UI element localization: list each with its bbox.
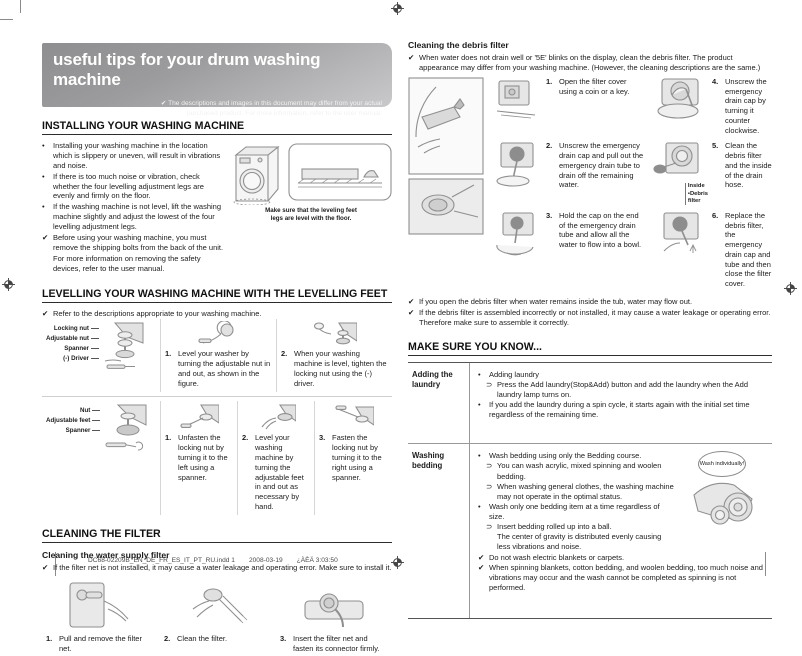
- check-line: ✔ Before using your washing machine, you must remove the shipping bolts from the back of the unit.: [42, 233, 224, 252]
- bullet-line: • Wash only one bedding item at a time regardless of size.: [478, 501, 660, 522]
- row-content: [470, 444, 772, 618]
- section-heading-make-sure: MAKE SURE YOU KNOW...: [408, 341, 772, 356]
- levelling-step-b1: [160, 401, 237, 515]
- leg-diagram-b: [42, 401, 160, 515]
- debris-step-6-illustration: [650, 211, 708, 289]
- diagram-labels: Locking nut Adjustable nut Spanner (-) Driver: [46, 321, 99, 362]
- inset-caption: Make sure that the leveling feet legs are level with the floor.: [265, 207, 357, 223]
- bullet-glyph: •: [42, 171, 45, 181]
- check-icon: ✔: [478, 552, 485, 562]
- debris-steps-grid: [408, 77, 772, 289]
- print-footer: [88, 557, 338, 564]
- debris-step-1-illustration: [490, 77, 542, 136]
- step-line: 2. Level your washing machine by turning the adjustable feet in and out as necessary by hand.: [242, 433, 304, 512]
- unfasten-illustration: [179, 403, 219, 431]
- step-line: 2. Unscrew the emergency drain cap and pull out the emergency drain tube to drain off the remaining water.: [546, 141, 644, 190]
- arrow-line: ⊃ When washing general clothes, the washing machine may not operate in the optimal status.: [486, 481, 674, 501]
- check-icon: ✔: [42, 308, 49, 318]
- arrow-line: ⊃ You can wash acrylic, mixed spinning and woolen bedding.: [486, 461, 662, 481]
- leg-diagram-a: [42, 319, 160, 392]
- hand-level-illustration: [256, 403, 296, 431]
- filter-step-1: [42, 577, 160, 656]
- check-line: ✔ Do not wash electric blankets or carpets.: [478, 552, 625, 562]
- debris-overview-illustration: [408, 77, 486, 289]
- water-filter-steps: [42, 577, 392, 656]
- bullet-line: • If there is too much noise or vibration, check whether the four levelling adjustment legs are evenly and firmly on the floor.: [42, 171, 204, 201]
- check-icon: ✔: [408, 296, 415, 306]
- foot-diagram-illustration: [102, 403, 148, 455]
- row-content: [470, 363, 772, 444]
- step-line: 1. Open the filter cover using a coin or a key.: [546, 76, 630, 96]
- section-heading-installing: INSTALLING YOUR WASHING MACHINE: [42, 120, 392, 135]
- footer-date: 2008-03-19: [248, 557, 283, 564]
- debris-step-4-illustration: [650, 77, 708, 136]
- clean-filter-illustration: [183, 579, 253, 631]
- step-line: 3. Insert the filter net and fasten its connector firmly.: [280, 634, 380, 653]
- step-line: 6. Replace the debris filter, the emergency drain cap and tube and then close the filter cover.: [712, 210, 772, 289]
- crop-mark: [0, 19, 13, 20]
- registration-mark-icon: [784, 282, 797, 295]
- bullet-line: • Wash bedding using only the Bedding course.: [478, 451, 642, 461]
- step-line: 4. Unscrew the emergency drain cap by turning it counter clockwise.: [712, 76, 767, 135]
- check-icon: ✔: [408, 53, 415, 62]
- arrow-line: ⊃ Press the Add laundry(Stop&Add) button and add the laundry when the Add laundry lamp turns on.: [486, 379, 749, 399]
- row-label: Washing bedding: [408, 444, 470, 618]
- right-column: [408, 40, 772, 619]
- check-line: ✔ Refer to the descriptions appropriate to your washing machine.: [42, 308, 262, 318]
- installing-section: [42, 141, 392, 275]
- check-line: ✔ When water does not drain well or '5E' blinks on the display, clean the debris filter. The product appearance may differ from your washing machine. (However, the cleaning descriptions are the same.): [408, 53, 761, 72]
- check-line: ✔ When spinning blankets, cotton bedding, and woolen bedding, too much noise and vibrations may occur and the wash cannot be completed as spinning is not performed.: [478, 562, 763, 592]
- levelling-step-a2: [276, 319, 392, 392]
- levelling-step-a1: [160, 319, 276, 392]
- spanner-turn-illustration: [197, 321, 241, 347]
- check-line: ✔ If you open the debris filter when water remains inside the tub, water may flow out.: [408, 296, 693, 306]
- pull-filter-net-illustration: [66, 579, 136, 631]
- registration-mark-icon: [391, 2, 404, 15]
- leveling-feet-inset-illustration: [288, 143, 392, 201]
- step-line: 3. Fasten the locking nut by turning it to the right using a spanner.: [319, 433, 382, 482]
- footer-filename: DC68-02209B_EN_DE_FR_ES_IT_PT_RU.indd 1: [88, 557, 235, 564]
- filter-step-2: [160, 577, 276, 656]
- debris-notes: [408, 297, 772, 328]
- insert-filter-net-illustration: [299, 579, 369, 631]
- row-label: Adding the laundry: [408, 363, 470, 444]
- check-icon: ✔: [408, 307, 415, 317]
- debris-step-3-illustration: [490, 211, 542, 289]
- step-line: 5. Clean the debris filter and the inside of the drain hose.: [712, 141, 772, 190]
- bullet-line: • If you add the laundry during a spin cycle, it starts again with the initial set time regardless of the remaining time.: [478, 400, 750, 420]
- step-line: 1. Level your washer by turning the adjustable nut in and out, as shown in the figure.: [165, 349, 271, 389]
- table-row-adding-laundry: [408, 363, 772, 445]
- step-line: 1. Unfasten the locking nut by turning it to the left using a spanner.: [165, 433, 228, 482]
- crop-mark: [20, 0, 21, 13]
- subsection-water-supply-filter: Cleaning the water supply filter: [42, 550, 170, 561]
- levelling-step-b2: [237, 401, 314, 515]
- debris-step-5-illustration: [650, 141, 708, 205]
- debris-step-2-illustration: [490, 141, 542, 205]
- bullet-glyph: •: [42, 141, 45, 150]
- make-sure-table: [408, 362, 772, 619]
- check-icon: ✔: [478, 562, 485, 572]
- bullet-line: • Adding laundry: [478, 369, 540, 379]
- leg-diagram-illustration: [101, 321, 145, 373]
- step-line: 3. Hold the cap on the end of the emergency drain tube and allow all the water to flow into a bowl.: [546, 210, 642, 250]
- driver-tighten-illustration: [313, 321, 357, 347]
- title-banner: [42, 43, 392, 117]
- fasten-illustration: [334, 403, 374, 431]
- check-icon: ✔: [42, 563, 49, 573]
- inside-debris-filter-label: Inside •Debris filter: [685, 183, 708, 205]
- levelling-row-b: [42, 396, 392, 515]
- levelling-step-b3: [314, 401, 392, 515]
- banner-note: ✔ The descriptions and images in this document may differ from your actual purchased product. For more information, refer to the user manual.: [160, 100, 382, 117]
- filter-step-3: [276, 577, 392, 656]
- check-line: ✔ If the filter net is not installed, it may cause a water leakage and operating error. Make sure to install it.: [42, 563, 392, 573]
- check-icon: ✔: [42, 233, 49, 243]
- speech-bubble: Wash individually!: [698, 451, 746, 477]
- plain-line: For more information on removing the safety devices, refer to the user manual.: [53, 253, 201, 273]
- bullet-line: • Installing your washing machine in the location which is slippery or uneven, will result in vibrations and noise.: [42, 141, 221, 170]
- subsection-debris-filter: Cleaning the debris filter: [408, 40, 509, 50]
- bullet-glyph: •: [42, 202, 45, 212]
- diagram-labels: Nut Adjustable feet Spanner: [46, 403, 100, 434]
- footer-time: ¿ÀÈÄ 3:03:50: [296, 557, 338, 564]
- page-title: useful tips for your drum washing machine: [53, 50, 321, 89]
- levelling-row-a: [42, 319, 392, 392]
- section-heading-levelling: LEVELLING YOUR WASHING MACHINE WITH THE LEVELLING FEET: [42, 288, 392, 303]
- installing-illustrations: [230, 141, 392, 275]
- registration-mark-icon: [391, 556, 404, 569]
- washer-illustration: [230, 143, 284, 205]
- step-line: 2. Clean the filter.: [164, 634, 228, 644]
- section-heading-cleaning-filter: CLEANING THE FILTER: [42, 528, 392, 543]
- installing-text: [42, 141, 224, 275]
- bedding-illustration: [680, 451, 766, 537]
- step-line: 1. Pull and remove the filter net.: [46, 634, 142, 653]
- check-line: ✔ If the debris filter is assembled incorrectly or not installed, it may cause a water leakage or operating error. Therefore make sure to assemble it correctly.: [408, 307, 771, 327]
- registration-mark-icon: [2, 278, 15, 291]
- step-line: 2. When your washing machine is level, tighten the locking nut using the (-) driver.: [281, 349, 387, 389]
- table-row-washing-bedding: [408, 444, 772, 618]
- plain-line: The center of gravity is distributed evenly causing less vibrations and noise.: [497, 532, 662, 552]
- bullet-line: • If the washing machine is not level, lift the washing machine slightly and adjust the lowest of the four levelling adjustment legs.: [42, 202, 222, 232]
- arrow-line: ⊃ Insert bedding rolled up into a ball.: [486, 522, 612, 532]
